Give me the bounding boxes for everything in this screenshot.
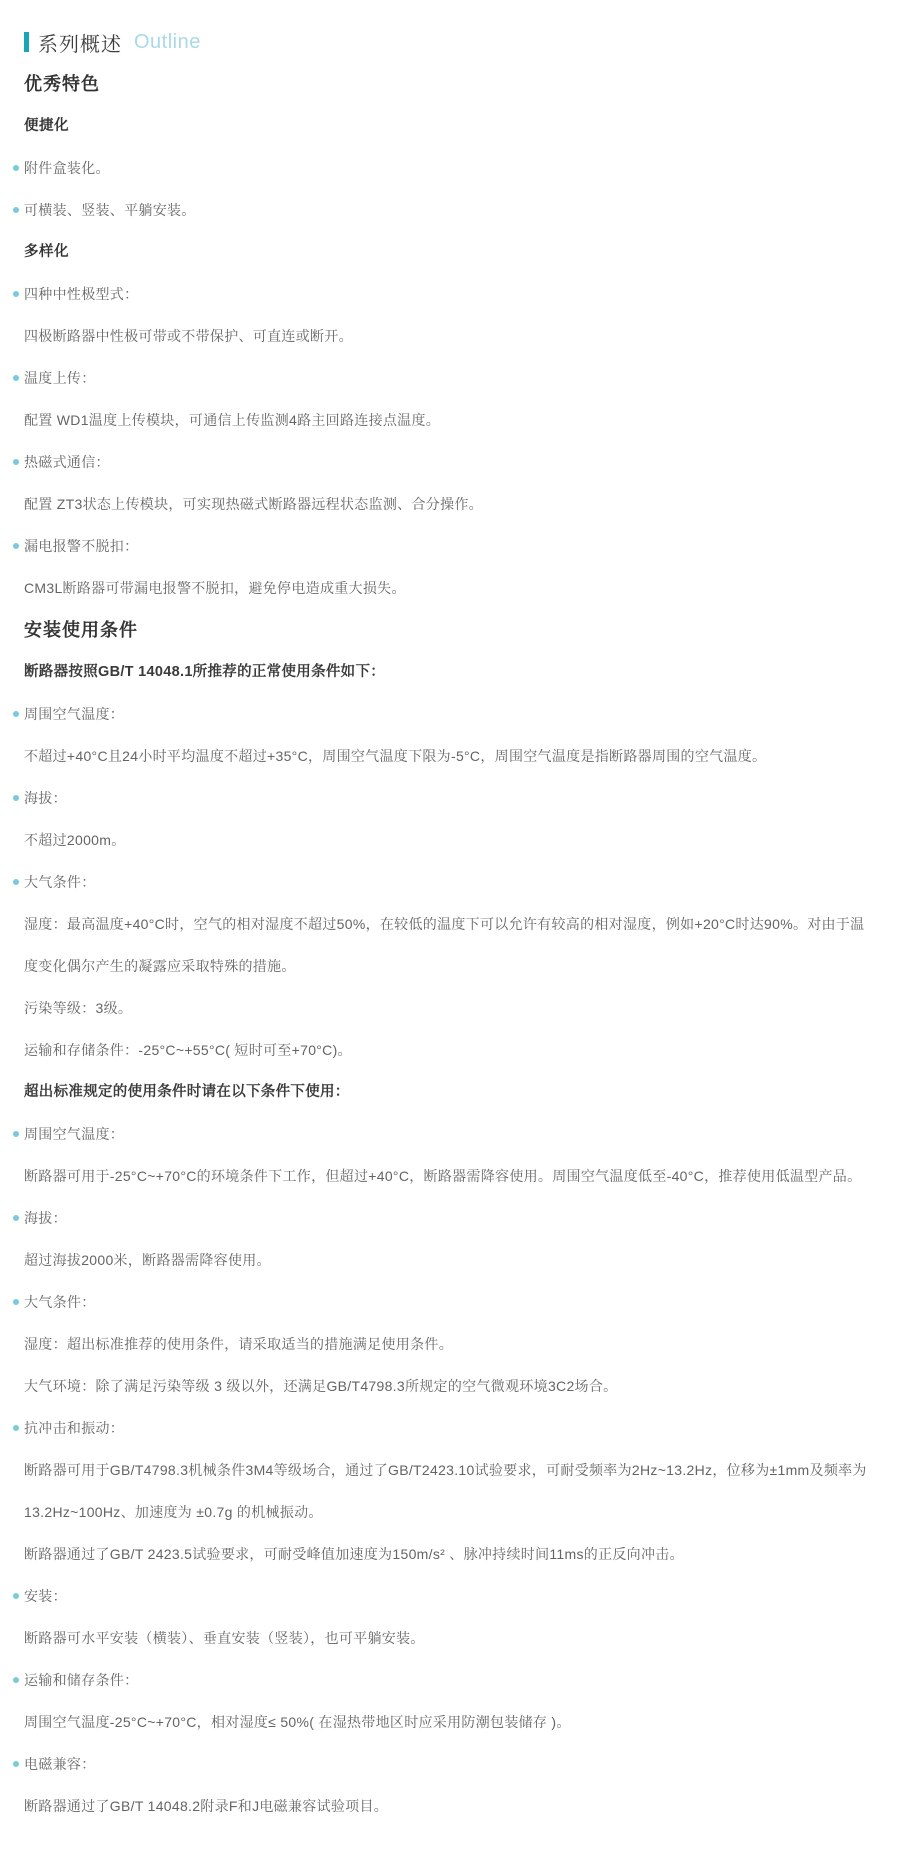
bullet-item: 电磁兼容： (24, 1743, 872, 1785)
accent-bar-icon (24, 32, 29, 52)
paragraph: 断路器可用于GB/T4798.3机械条件3M4等级场合，通过了GB/T2423.10试验要求，可耐受频率为2Hz~13.2Hz，位移为±1mm及频率为13.2Hz~100Hz、加速度为 ±0.7g 的机械振动。 (24, 1462, 867, 1520)
bold-note: 断路器按照GB/T 14048.1所推荐的正常使用条件如下： (24, 664, 386, 680)
bullet-dot-icon (13, 1299, 19, 1305)
paragraph: 配置 ZT3状态上传模块，可实现热磁式断路器远程状态监测、合分操作。 (24, 496, 483, 512)
paragraph: 断路器通过了GB/T 2423.5试验要求，可耐受峰值加速度为150m/s² 、脉冲持续时间11ms的正反向冲击。 (24, 1546, 684, 1562)
page-title-cn: 系列概述 (38, 33, 122, 56)
bullet-dot-icon (13, 543, 19, 549)
paragraph: 断路器可用于-25°C~+70°C的环境条件下工作，但超过+40°C，断路器需降容使用。周围空气温度低至-40°C，推荐使用低温型产品。 (24, 1168, 862, 1184)
bullet-dot-icon (13, 375, 19, 381)
sub-heading: 便捷化 (24, 118, 69, 134)
bullet-item: 抗冲击和振动： (24, 1407, 872, 1449)
paragraph: 超过海拔2000米，断路器需降容使用。 (24, 1252, 271, 1268)
bullet-dot-icon (13, 1425, 19, 1431)
bullet-dot-icon (13, 711, 19, 717)
bullet-item: 海拔： (24, 1197, 872, 1239)
bullet-item: 海拔： (24, 777, 872, 819)
bullet-dot-icon (13, 291, 19, 297)
bullet-dot-icon (13, 459, 19, 465)
bullet-item: 热磁式通信： (24, 441, 872, 483)
bullet-item: 大气条件： (24, 861, 872, 903)
bullet-dot-icon (13, 1215, 19, 1221)
bullet-dot-icon (13, 1593, 19, 1599)
bold-note: 超出标准规定的使用条件时请在以下条件下使用： (24, 1084, 350, 1100)
paragraph: 湿度：最高温度+40°C时，空气的相对湿度不超过50%，在较低的温度下可以允许有较高的相对湿度，例如+20°C时达90%。对由于温度变化偶尔产生的凝露应采取特殊的措施。 (24, 916, 865, 974)
bullet-item: 周围空气温度： (24, 693, 872, 735)
content-lines (24, 63, 872, 1827)
paragraph: 不超过2000m。 (24, 832, 126, 848)
paragraph: 污染等级：3级。 (24, 1000, 133, 1016)
paragraph: 四极断路器中性极可带或不带保护、可直连或断开。 (24, 328, 353, 344)
section-heading: 优秀特色 (24, 74, 100, 94)
bullet-dot-icon (13, 1761, 19, 1767)
paragraph: CM3L断路器可带漏电报警不脱扣，避免停电造成重大损失。 (24, 580, 406, 596)
bullet-dot-icon (13, 207, 19, 213)
bullet-item: 安装： (24, 1575, 872, 1617)
section-header (24, 21, 872, 63)
paragraph: 湿度：超出标准推荐的使用条件，请采取适当的措施满足使用条件。 (24, 1336, 453, 1352)
paragraph: 周围空气温度-25°C~+70°C，相对湿度≤ 50%( 在湿热带地区时应采用防潮包装储存 )。 (24, 1714, 571, 1730)
paragraph: 断路器通过了GB/T 14048.2附录F和J电磁兼容试验项目。 (24, 1798, 389, 1814)
bullet-dot-icon (13, 879, 19, 885)
bullet-item: 运输和储存条件： (24, 1659, 872, 1701)
sub-heading: 多样化 (24, 244, 69, 260)
section-heading: 安装使用条件 (24, 620, 138, 640)
paragraph: 配置 WD1温度上传模块，可通信上传监测4路主回路连接点温度。 (24, 412, 441, 428)
bullet-item: 四种中性极型式： (24, 273, 872, 315)
bullet-item: 大气条件： (24, 1281, 872, 1323)
bullet-dot-icon (13, 165, 19, 171)
paragraph: 大气环境：除了满足污染等级 3 级以外，还满足GB/T4798.3所规定的空气微观环境3C2场合。 (24, 1378, 618, 1394)
bullet-item: 周围空气温度： (24, 1113, 872, 1155)
bullet-dot-icon (13, 795, 19, 801)
bullet-dot-icon (13, 1131, 19, 1137)
bullet-item: 温度上传： (24, 357, 872, 399)
paragraph: 不超过+40°C且24小时平均温度不超过+35°C，周围空气温度下限为-5°C，周围空气温度是指断路器周围的空气温度。 (24, 748, 767, 764)
bullet-item: 漏电报警不脱扣： (24, 525, 872, 567)
bullet-item: 可横装、竖装、平躺安装。 (24, 189, 872, 231)
paragraph: 运输和存储条件：-25°C~+55°C( 短时可至+70°C)。 (24, 1042, 352, 1058)
bullet-dot-icon (13, 1677, 19, 1683)
paragraph: 断路器可水平安装（横装）、垂直安装（竖装），也可平躺安装。 (24, 1630, 425, 1646)
bullet-item: 附件盒装化。 (24, 147, 872, 189)
page-title-en: Outline (134, 30, 201, 53)
